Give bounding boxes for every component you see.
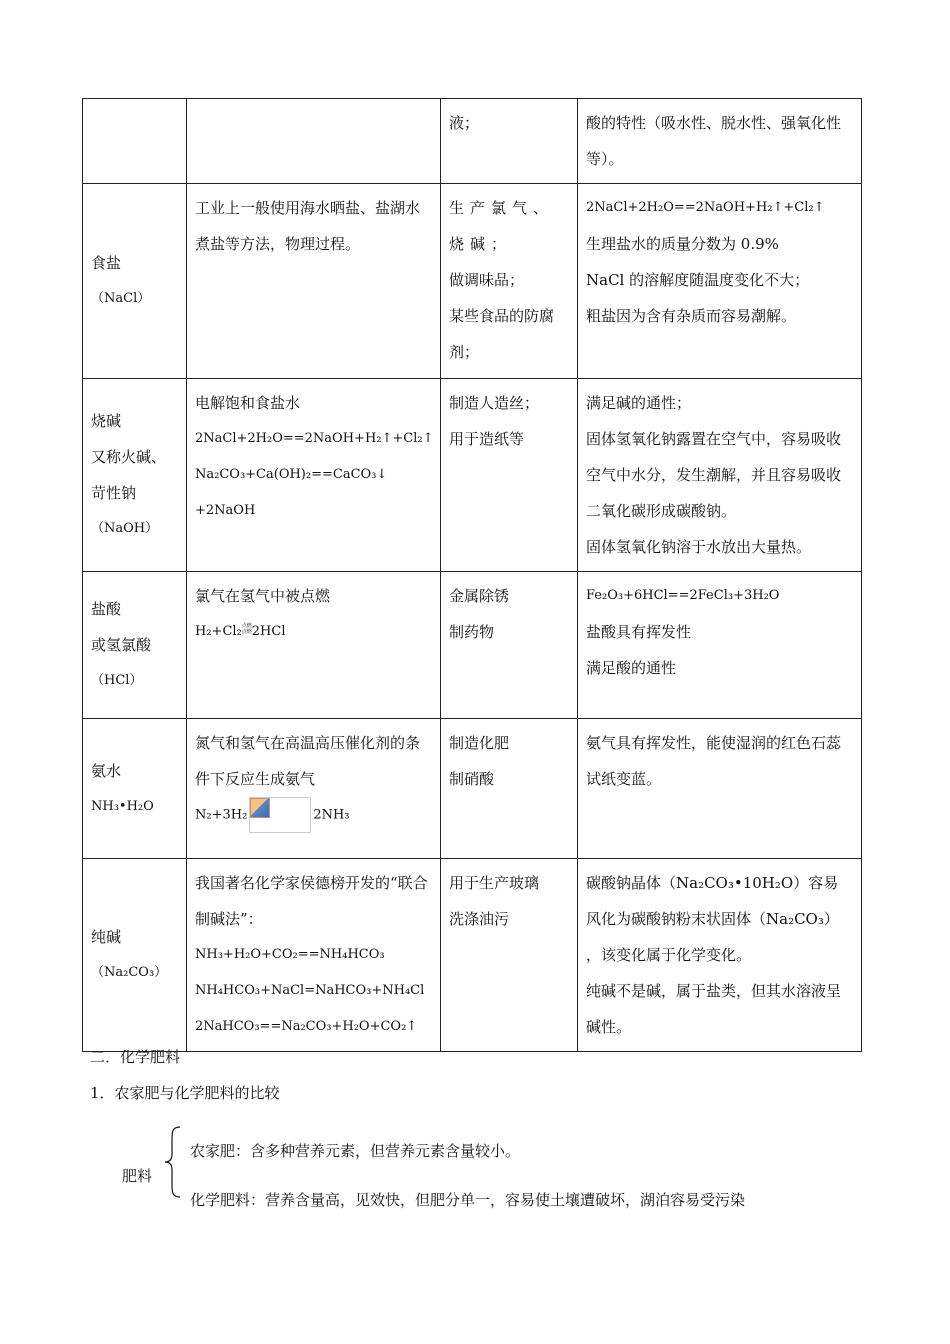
table-row-continued: [83, 99, 862, 184]
ammonia-equation: N₂+3H₂ 2NH₃: [195, 797, 432, 834]
property-cell: 氨气具有挥发性，能使湿润的红色石蕊试纸变蓝。: [578, 719, 862, 859]
table-row-soda: [83, 859, 862, 1052]
name-cell: 盐酸 或氢氯酸 （HCl）: [83, 572, 187, 719]
property-cell: Fe₂O₃+6HCl==2FeCl₃+3H₂O 盐酸具有挥发性 满足酸的通性: [578, 572, 862, 719]
table-row-ammonia: [83, 719, 862, 859]
table-row-hcl: [83, 572, 862, 719]
prep-cell: 工业上一般使用海水晒盐、盐湖水煮盐等方法，物理过程。: [187, 184, 441, 379]
use-cell: 制造人造丝； 用于造纸等: [441, 379, 578, 572]
section-heading: 二．化学肥料: [90, 1048, 181, 1066]
fertilizer-label: 肥料: [122, 1167, 153, 1185]
table-row-naoh: [83, 379, 862, 572]
prep-cell: 氯气在氢气中被点燃 H₂+Cl₂点燃 点燃2HCl: [187, 572, 441, 719]
name-cell: 氨水 NH₃•H₂O: [83, 719, 187, 859]
prep-cell: 电解饱和食盐水 2NaCl+2H₂O==2NaOH+H₂↑+Cl₂↑ Na₂CO₃+Ca(OH)₂==CaCO₃↓ +2NaOH: [187, 379, 441, 572]
chemical-fertilizer-text: 化学肥料：营养含量高，见效快，但肥分单一，容易使土壤遭破坏，湖泊容易受污染: [190, 1191, 746, 1209]
name-cell: 食盐 （NaCl）: [83, 184, 187, 379]
table-row-nacl: [83, 184, 862, 379]
sub-heading: 1．农家肥与化学肥料的比较: [90, 1084, 280, 1102]
name-cell: 烧碱 又称火碱、 苛性钠 （NaOH）: [83, 379, 187, 572]
use-cell: 生产氯气、烧碱； 做调味品； 某些食品的防腐剂；: [441, 184, 578, 379]
chemicals-table: [82, 98, 862, 1052]
use-cell: 制造化肥 制硝酸: [441, 719, 578, 859]
prep-cell: 氮气和氢气在高温高压催化剂的条件下反应生成氨气 N₂+3H₂ 2NH₃: [187, 719, 441, 859]
prep-cell: 我国著名化学家侯德榜开发的“联合制碱法”： NH₃+H₂O+CO₂==NH₄HCO₃ NH₄HCO₃+NaCl=NaHCO₃+NH₄Cl 2NaHCO₃==Na₂CO₃+H₂O+CO₂↑: [187, 859, 441, 1052]
property-cell: 酸的特性（吸水性、脱水性、强氧化性等）。: [578, 99, 862, 184]
property-cell: 满足碱的通性； 固体氢氧化钠露置在空气中，容易吸收空气中水分，发生潮解，并且容易吸收二氧化碳形成碳酸钠。 固体氢氧化钠溶于水放出大量热。: [578, 379, 862, 572]
use-cell: 液；: [441, 99, 578, 184]
farm-manure-text: 农家肥：含多种营养元素，但营养元素含量较小。: [190, 1142, 521, 1160]
broken-image-icon: [249, 797, 311, 833]
property-cell: 碳酸钠晶体（Na₂CO₃•10H₂O）容易风化为碳酸钠粉末状固体（Na₂CO₃） ，该变化属于化学变化。 纯碱不是碱，属于盐类，但其水溶液呈碱性。: [578, 859, 862, 1052]
prep-cell: [187, 99, 441, 184]
use-cell: 用于生产玻璃 洗涤油污: [441, 859, 578, 1052]
name-cell: [83, 99, 187, 184]
use-cell: 金属除锈 制药物: [441, 572, 578, 719]
curly-brace-icon: [164, 1126, 182, 1198]
hcl-equation: H₂+Cl₂点燃 点燃2HCl: [195, 623, 286, 639]
property-cell: 2NaCl+2H₂O==2NaOH+H₂↑+Cl₂↑ 生理盐水的质量分数为 0.9% NaCl 的溶解度随温度变化不大； 粗盐因为含有杂质而容易潮解。: [578, 184, 862, 379]
name-cell: 纯碱 （Na₂CO₃）: [83, 859, 187, 1052]
reaction-condition: 点燃 点燃: [241, 623, 252, 635]
